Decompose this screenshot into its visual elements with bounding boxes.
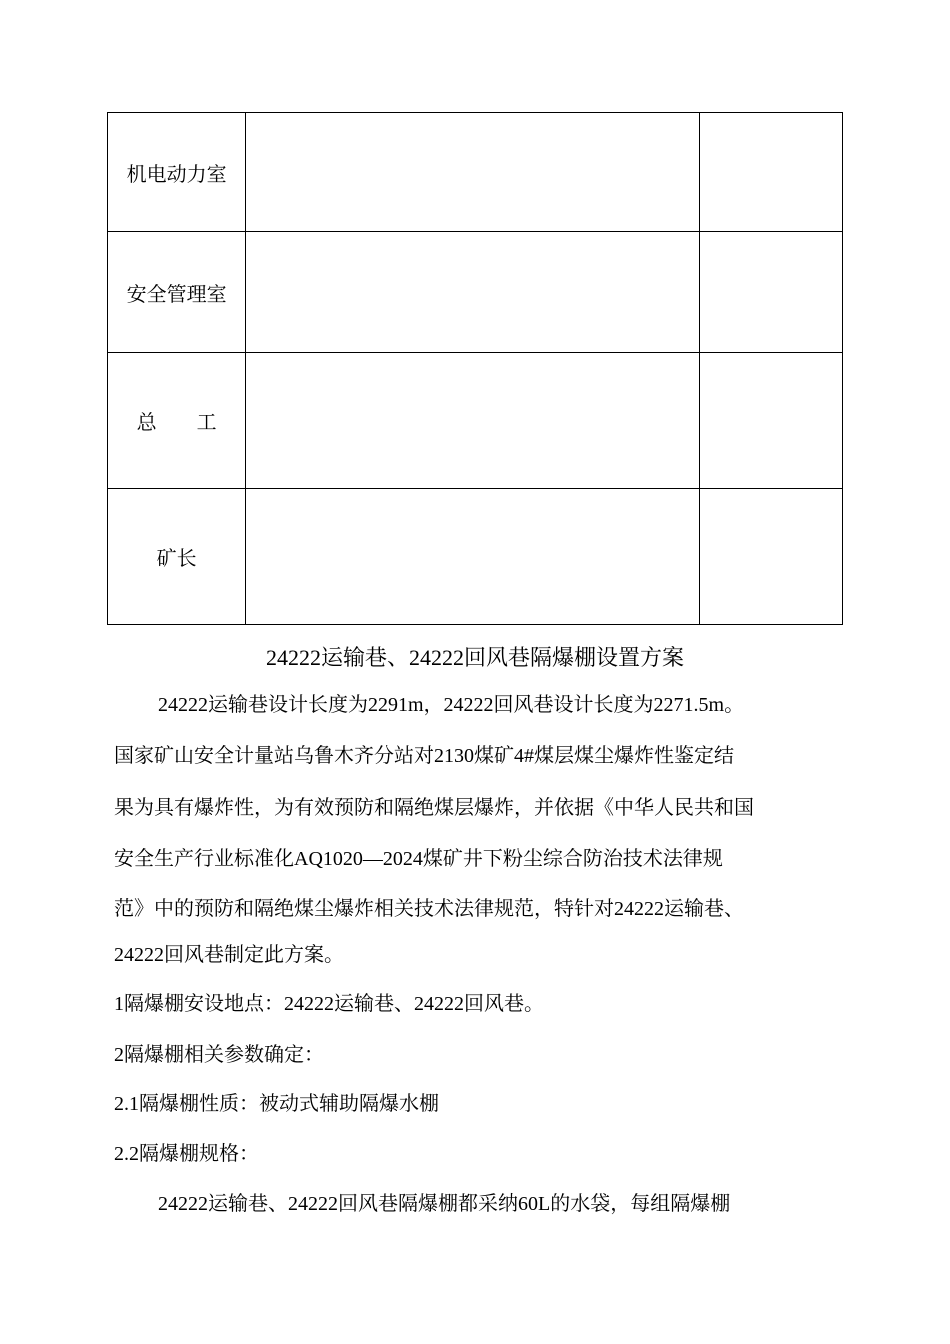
row-label-cell xyxy=(108,232,246,353)
row-label-cell xyxy=(108,353,246,489)
section-heading: 1隔爆棚安设地点：24222运输巷、24222回风巷。 xyxy=(114,993,544,1015)
signature-cell xyxy=(699,353,842,489)
department-label: 矿长 xyxy=(156,548,197,570)
body-line: 果为具有爆炸性，为有效预防和隔绝煤层爆炸，并依据《中华人民共和国 xyxy=(114,797,754,819)
body-line: 安全生产行业标准化AQ1020—2024煤矿井下粉尘综合防治技术法律规 xyxy=(114,848,723,870)
signature-cell xyxy=(699,232,842,353)
opinion-cell xyxy=(246,113,700,232)
signature-cell xyxy=(699,489,842,625)
opinion-cell xyxy=(246,353,700,489)
department-label: 总 工 xyxy=(136,412,217,434)
body-line: 范》中的预防和隔绝煤尘爆炸相关技术法律规范，特针对24222运输巷、 xyxy=(114,898,744,920)
opinion-cell xyxy=(246,489,700,625)
row-label-cell xyxy=(108,113,246,232)
document-title: 24222运输巷、24222回风巷隔爆棚设置方案 xyxy=(265,645,684,670)
section-heading: 2.2隔爆棚规格： xyxy=(114,1143,259,1165)
body-line: 24222运输巷设计长度为2291m，24222回风巷设计长度为2271.5m。 xyxy=(158,694,745,716)
signature-cell xyxy=(699,113,842,232)
table-row xyxy=(108,353,843,489)
table-row xyxy=(108,232,843,353)
table-row xyxy=(108,489,843,625)
opinion-cell xyxy=(246,232,700,353)
section-heading: 2.1隔爆棚性质：被动式辅助隔爆水棚 xyxy=(114,1093,439,1115)
section-heading: 2隔爆棚相关参数确定： xyxy=(114,1044,324,1066)
row-label-cell xyxy=(108,489,246,625)
department-label: 安全管理室 xyxy=(126,283,227,306)
department-label: 机电动力室 xyxy=(126,163,227,186)
body-line: 24222回风巷制定此方案。 xyxy=(114,944,344,966)
body-line: 24222运输巷、24222回风巷隔爆棚都采纳60L的水袋，每组隔爆棚 xyxy=(158,1193,731,1215)
approval-table xyxy=(107,112,843,625)
table-row xyxy=(108,113,843,232)
body-line: 国家矿山安全计量站乌鲁木齐分站对2130煤矿4#煤层煤尘爆炸性鉴定结 xyxy=(114,745,734,767)
